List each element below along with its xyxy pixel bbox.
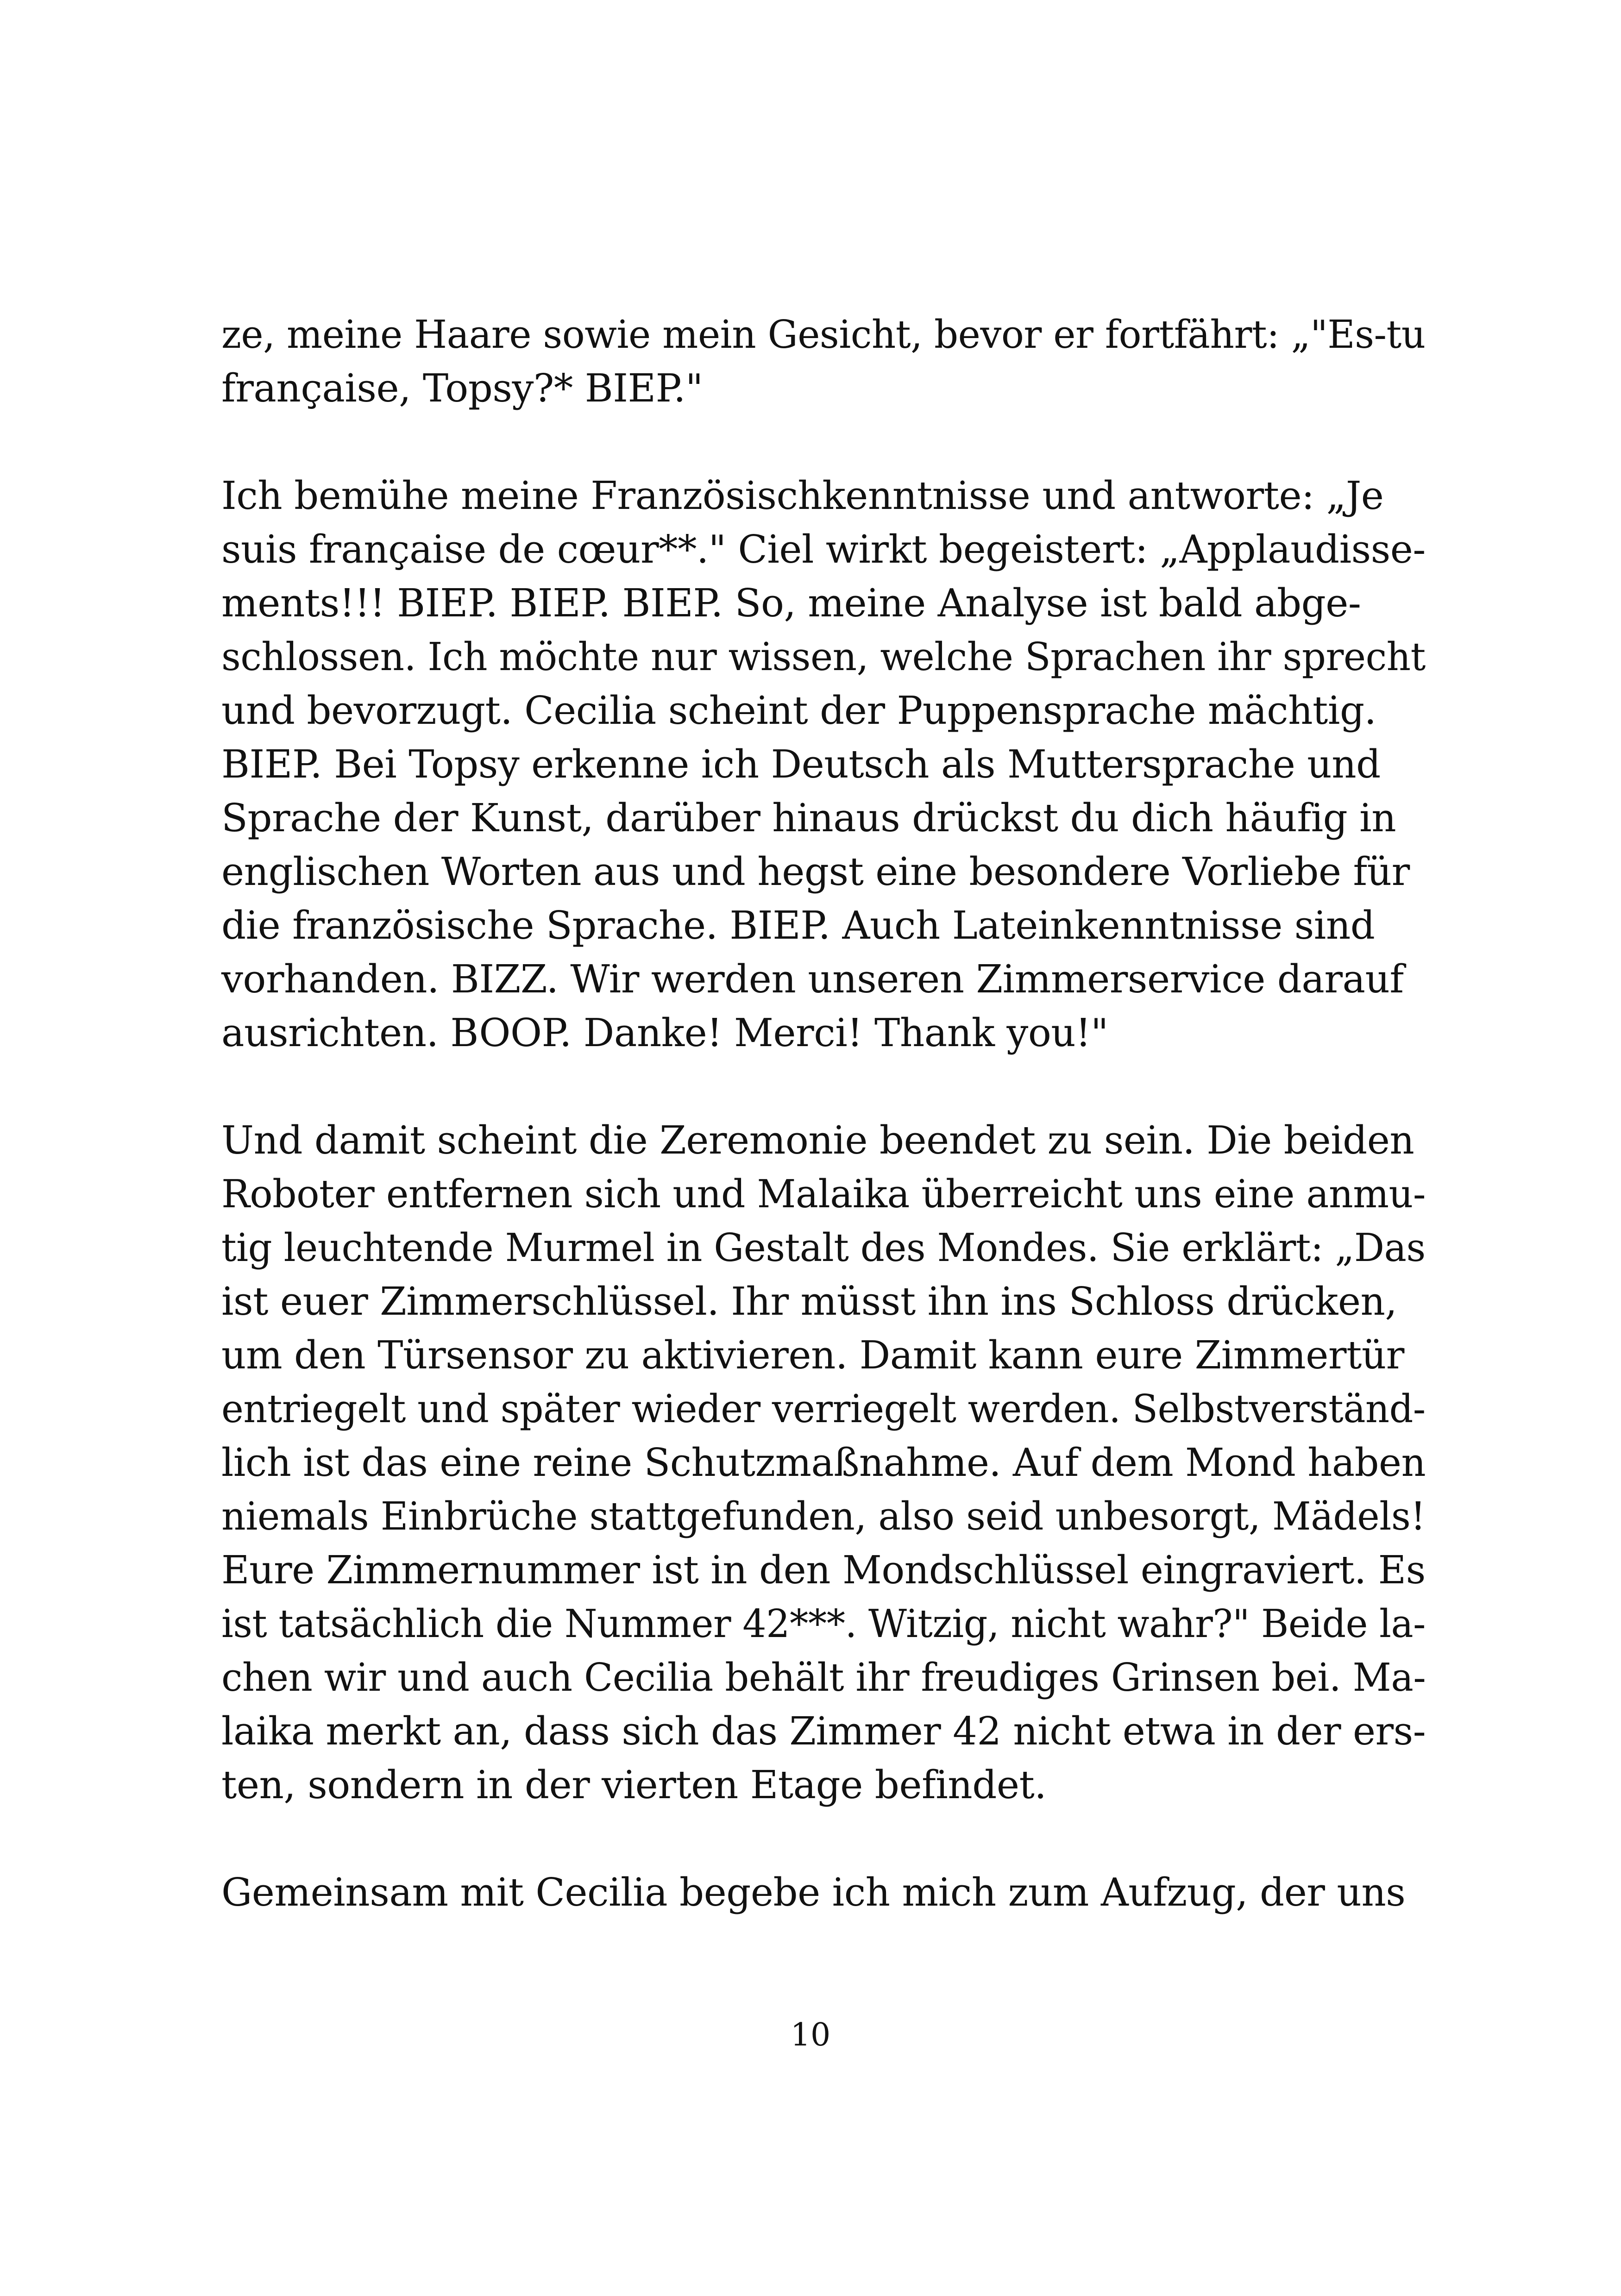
text-line: niemals Einbrüche stattgefunden, also seid unbesorgt, Mädels! bbox=[221, 1494, 1426, 1539]
text-line: ze, meine Haare sowie mein Gesicht, bevor er fortfährt: „"Es-tu bbox=[221, 312, 1426, 357]
text-line: schlossen. Ich möchte nur wissen, welche Sprachen ihr sprecht bbox=[221, 634, 1426, 679]
paragraph-2 bbox=[221, 469, 1426, 1060]
paragraph-1 bbox=[221, 308, 1426, 415]
text-line: Und damit scheint die Zeremonie beendet zu sein. Die beiden bbox=[221, 1118, 1414, 1163]
text-line: englischen Worten aus und hegst eine besondere Vorliebe für bbox=[221, 849, 1410, 894]
page-number: 10 bbox=[790, 2017, 831, 2053]
text-line: Ich bemühe meine Französischkenntnisse und antworte: „Je bbox=[221, 473, 1384, 518]
text-line: entriegelt und später wieder verriegelt werden. Selbstverständ- bbox=[221, 1386, 1426, 1431]
text-line: um den Türsensor zu aktivieren. Damit kann eure Zimmertür bbox=[221, 1333, 1404, 1378]
text-line: française, Topsy?* BIEP." bbox=[221, 366, 703, 411]
text-line: Eure Zimmernummer ist in den Mondschlüssel eingraviert. Es bbox=[221, 1548, 1426, 1593]
text-line: Gemeinsam mit Cecilia begebe ich mich zum Aufzug, der uns bbox=[221, 1870, 1406, 1915]
text-line: laika merkt an, dass sich das Zimmer 42 nicht etwa in der ers- bbox=[221, 1709, 1426, 1754]
text-line: die französische Sprache. BIEP. Auch Lateinkenntnisse sind bbox=[221, 903, 1375, 948]
text-line: ausrichten. BOOP. Danke! Merci! Thank you!" bbox=[221, 1010, 1108, 1055]
text-line: BIEP. Bei Topsy erkenne ich Deutsch als Muttersprache und bbox=[221, 742, 1381, 787]
text-line: Sprache der Kunst, darüber hinaus drückst du dich häufig in bbox=[221, 796, 1396, 841]
text-line: ten, sondern in der vierten Etage befindet. bbox=[221, 1763, 1047, 1807]
text-line: suis française de cœur**." Ciel wirkt begeistert: „Applaudisse- bbox=[221, 527, 1426, 572]
body-text bbox=[221, 308, 1426, 1973]
text-line: ments!!! BIEP. BIEP. BIEP. So, meine Analyse ist bald abge- bbox=[221, 581, 1361, 626]
text-line: und bevorzugt. Cecilia scheint der Puppensprache mächtig. bbox=[221, 688, 1376, 733]
paragraph-4 bbox=[221, 1866, 1426, 1920]
text-line: Roboter entfernen sich und Malaika überreicht uns eine anmu- bbox=[221, 1172, 1426, 1217]
text-line: ist euer Zimmerschlüssel. Ihr müsst ihn ins Schloss drücken, bbox=[221, 1279, 1397, 1324]
text-line: lich ist das eine reine Schutzmaßnahme. Auf dem Mond haben bbox=[221, 1440, 1426, 1485]
text-line: chen wir und auch Cecilia behält ihr freudiges Grinsen bei. Ma- bbox=[221, 1655, 1426, 1700]
paragraph-3 bbox=[221, 1114, 1426, 1812]
text-line: ist tatsächlich die Nummer 42***. Witzig, nicht wahr?" Beide la- bbox=[221, 1601, 1426, 1646]
text-line: vorhanden. BIZZ. Wir werden unseren Zimmerservice darauf bbox=[221, 957, 1404, 1002]
text-line: tig leuchtende Murmel in Gestalt des Mondes. Sie erklärt: „Das bbox=[221, 1225, 1426, 1270]
